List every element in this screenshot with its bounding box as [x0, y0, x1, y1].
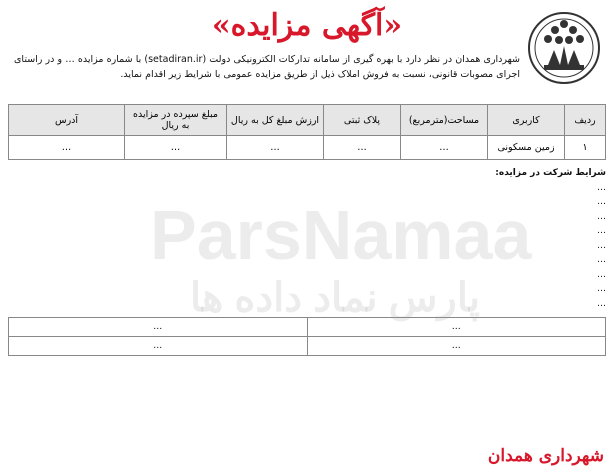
dates-row	[9, 318, 606, 337]
condition-item: …	[597, 197, 606, 207]
condition-item: …	[597, 211, 606, 222]
cell-row: ۱	[565, 136, 606, 160]
condition-item: …	[597, 182, 606, 193]
dates-table	[8, 317, 606, 356]
condition-item: …	[597, 284, 606, 294]
col-plaque: پلاک ثبتی	[324, 105, 401, 136]
condition-item: …	[597, 298, 606, 309]
watermark-persian: پارس نماد داده ها	[190, 276, 481, 320]
date-cell: …	[307, 337, 606, 356]
footer-signature: شهرداری همدان	[487, 446, 604, 466]
date-cell: …	[9, 318, 308, 337]
dates-row	[9, 337, 606, 356]
cell-usage: زمین مسکونی	[488, 136, 565, 160]
col-usage: کاربری	[488, 105, 565, 136]
date-cell: …	[307, 318, 606, 337]
intro-text: شهرداری همدان در نظر دارد با بهره گیری از سامانه تدارکات الکترونیکی دولت (setadiran.ir) با شماره مزایده … و در راستای اجرای مصوبات قانونی، نسبت به فروش املاک ذیل از طریق مزایده عمومی با شرایط زیر اقدام نماید.	[14, 54, 520, 80]
condition-item: …	[597, 255, 606, 265]
table-row	[9, 136, 606, 160]
condition-item: …	[597, 269, 606, 280]
property-table	[8, 104, 606, 160]
col-area: مساحت(مترمربع)	[401, 105, 488, 136]
condition-item: …	[597, 240, 606, 251]
header	[8, 6, 606, 98]
table-header-row	[9, 105, 606, 136]
col-value: ارزش مبلغ کل به ریال	[227, 105, 324, 136]
col-address: آدرس	[9, 105, 125, 136]
col-deposit: مبلغ سپرده در مزایده به ریال	[125, 105, 227, 136]
conditions	[8, 166, 606, 311]
cell-deposit: …	[125, 136, 227, 160]
cell-plaque: …	[324, 136, 401, 160]
cell-area: …	[401, 136, 488, 160]
notice-title: «آگهی مزایده»	[211, 8, 403, 43]
conditions-title: شرایط شرکت در مزایده:	[495, 168, 606, 178]
col-row: ردیف	[565, 105, 606, 136]
condition-item: …	[597, 226, 606, 236]
date-cell: …	[9, 337, 308, 356]
watermark-latin: ParsNamaa	[150, 196, 532, 274]
cell-address: …	[9, 136, 125, 160]
cell-value: …	[227, 136, 324, 160]
